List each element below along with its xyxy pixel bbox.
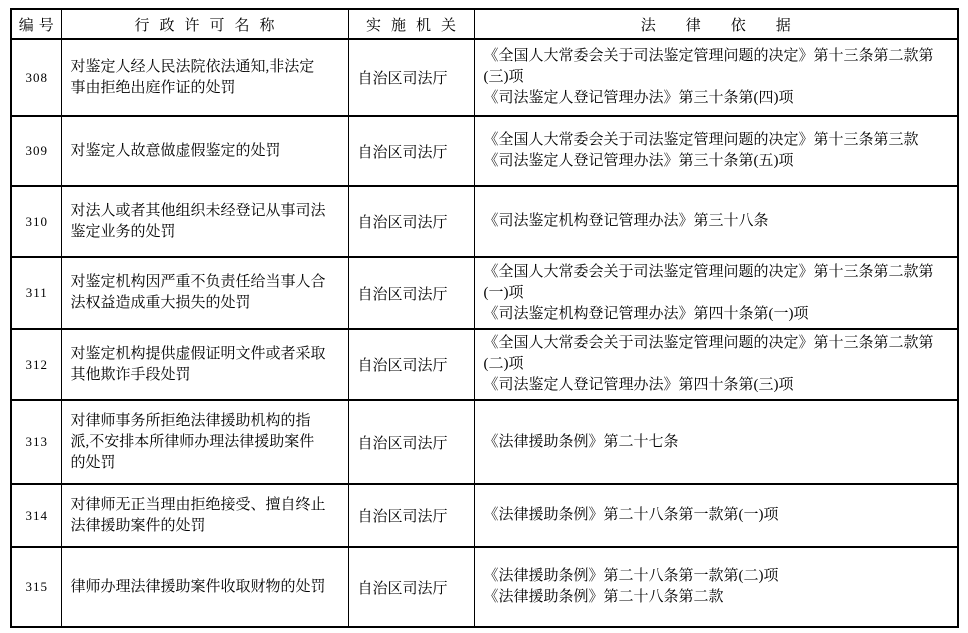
legal-basis-cell <box>474 400 958 484</box>
legal-basis-line: 《全国人大常委会关于司法鉴定管理问题的决定》第十三条第三款 <box>483 132 919 148</box>
administrative-penalty-table <box>10 8 959 628</box>
column-header-id: 编号 <box>11 9 61 39</box>
row-number-cell: 313 <box>11 400 61 484</box>
permit-name-cell: 对律师事务所拒绝法律援助机构的指派,不安排本所律师办理法律援助案件的处罚 <box>61 400 348 484</box>
table-header <box>11 9 958 39</box>
legal-basis-cell <box>474 329 958 400</box>
agency-cell: 自治区司法厅 <box>348 39 474 116</box>
table-row <box>11 39 958 116</box>
permit-name-cell: 对鉴定机构提供虚假证明文件或者采取其他欺诈手段处罚 <box>61 329 348 400</box>
legal-basis-cell <box>474 116 958 186</box>
legal-basis-line: 《法律援助条例》第二十七条 <box>483 433 679 450</box>
permit-name-cell: 对鉴定人故意做虚假鉴定的处罚 <box>61 116 348 186</box>
agency-cell: 自治区司法厅 <box>348 547 474 627</box>
table-row <box>11 186 958 257</box>
legal-basis-line: 《法律援助条例》第二十八条第二款 <box>483 589 724 605</box>
table-row <box>11 116 958 186</box>
agency-cell: 自治区司法厅 <box>348 484 474 547</box>
agency-cell: 自治区司法厅 <box>348 116 474 186</box>
legal-basis-line: 《法律援助条例》第二十八条第一款第(二)项 <box>483 568 779 584</box>
agency-cell: 自治区司法厅 <box>348 257 474 329</box>
legal-basis-line: 《全国人大常委会关于司法鉴定管理问题的决定》第十三条第二款第(一)项 <box>483 263 934 301</box>
legal-basis-line: 《司法鉴定人登记管理办法》第四十条第(三)项 <box>483 377 794 393</box>
row-number-cell: 309 <box>11 116 61 186</box>
row-number-cell: 310 <box>11 186 61 257</box>
legal-basis-line: 《全国人大常委会关于司法鉴定管理问题的决定》第十三条第二款第(三)项 <box>483 48 934 85</box>
column-header-agency: 实施机关 <box>348 9 474 39</box>
legal-basis-cell <box>474 186 958 257</box>
legal-basis-cell <box>474 257 958 329</box>
legal-basis-line: 《司法鉴定机构登记管理办法》第三十八条 <box>483 213 769 229</box>
table-body <box>11 39 958 627</box>
table-row <box>11 547 958 627</box>
legal-basis-cell <box>474 39 958 116</box>
permit-name-cell: 对鉴定机构因严重不负责任给当事人合法权益造成重大损失的处罚 <box>61 257 348 329</box>
permit-name-cell: 律师办理法律援助案件收取财物的处罚 <box>61 547 348 627</box>
legal-basis-cell <box>474 484 958 547</box>
legal-basis-line: 《司法鉴定机构登记管理办法》第四十条第(一)项 <box>483 305 809 322</box>
table-row <box>11 329 958 400</box>
legal-basis-line: 《司法鉴定人登记管理办法》第三十条第(五)项 <box>483 153 794 169</box>
permit-name-cell: 对鉴定人经人民法院依法通知,非法定事由拒绝出庭作证的处罚 <box>61 39 348 116</box>
legal-basis-cell <box>474 547 958 627</box>
legal-basis-line: 《全国人大常委会关于司法鉴定管理问题的决定》第十三条第二款第(二)项 <box>483 335 934 372</box>
column-header-legal: 法律依据 <box>474 9 958 39</box>
row-number-cell: 314 <box>11 484 61 547</box>
agency-cell: 自治区司法厅 <box>348 329 474 400</box>
agency-cell: 自治区司法厅 <box>348 400 474 484</box>
header-row <box>11 9 958 39</box>
table-row <box>11 400 958 484</box>
row-number-cell: 312 <box>11 329 61 400</box>
table-row <box>11 257 958 329</box>
permit-name-cell: 对律师无正当理由拒绝接受、擅自终止法律援助案件的处罚 <box>61 484 348 547</box>
legal-basis-line: 《法律援助条例》第二十八条第一款第(一)项 <box>483 507 779 523</box>
permit-name-cell: 对法人或者其他组织未经登记从事司法鉴定业务的处罚 <box>61 186 348 257</box>
row-number-cell: 308 <box>11 39 61 116</box>
column-header-name: 行政许可名称 <box>61 9 348 39</box>
legal-basis-line: 《司法鉴定人登记管理办法》第三十条第(四)项 <box>483 90 794 106</box>
row-number-cell: 315 <box>11 547 61 627</box>
row-number-cell: 311 <box>11 257 61 329</box>
agency-cell: 自治区司法厅 <box>348 186 474 257</box>
table-row <box>11 484 958 547</box>
